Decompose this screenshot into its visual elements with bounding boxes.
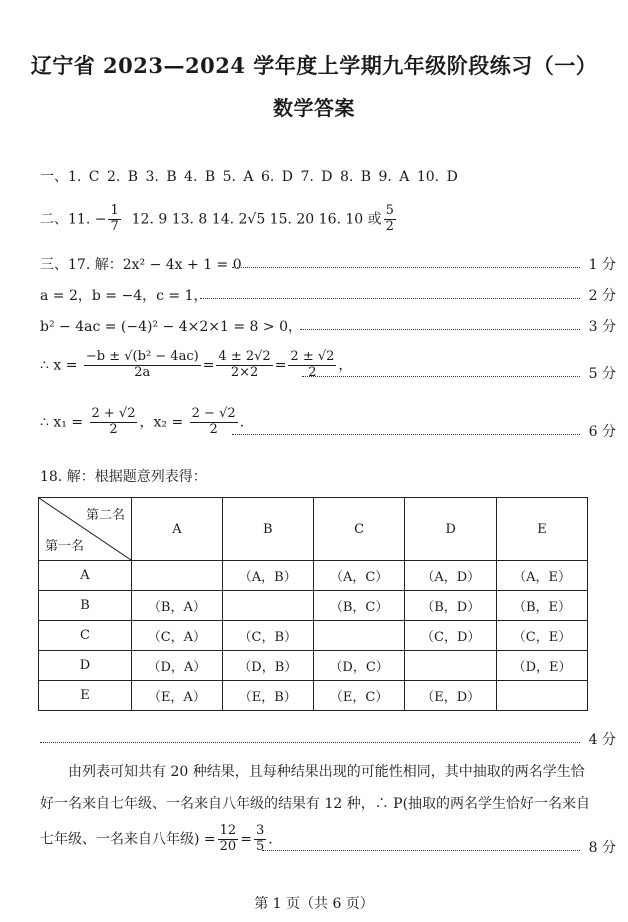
table-cell: （B，D）: [405, 591, 497, 621]
table-cell: [132, 561, 223, 591]
header-second-place: 第二名: [85, 508, 125, 523]
q17-line5: ∴ x₁ = $\frac{2 + √2}{2}$ ，x₂ = $\frac{2 - √2}{2}$ .: [40, 406, 245, 437]
points-label: 2 分: [588, 288, 616, 304]
table-row: [39, 591, 588, 621]
table-cell: （D，C）: [313, 651, 405, 681]
leader-dots: [300, 329, 580, 330]
document-title: 辽宁省 2023—2024 学年度上学期九年级阶段练习（一）: [30, 53, 598, 78]
table-row: [39, 651, 588, 681]
row-header: E: [39, 681, 132, 711]
table-cell: （B，C）: [313, 591, 405, 621]
column-header: C: [313, 498, 405, 561]
table-cell: [497, 681, 588, 711]
fraction-numerator: −b ± √(b² − 4ac): [85, 349, 199, 364]
document-subtitle: 数学答案: [273, 96, 355, 120]
table-cell: （E，A）: [132, 681, 223, 711]
table-cell: （A，E）: [497, 561, 588, 591]
fraction-denominator: 2: [308, 364, 317, 380]
q17-x-prefix: ∴ x =: [40, 357, 78, 374]
points-label: 5 分: [588, 366, 616, 382]
q17-x2-prefix: ，x₂ =: [139, 414, 184, 431]
q17-line1: 三、17. 解：2x² − 4x + 1 = 0: [40, 257, 242, 273]
q18-paragraph-line2: 好一名来自七年级、一名来自八年级的结果有 12 种，∴ P(抽取的两名学生恰好一名来自: [40, 796, 591, 812]
q11-numerator: 1: [110, 203, 119, 218]
fraction-denominator: 2a: [134, 364, 151, 380]
header-first-place: 第一名: [45, 539, 85, 554]
q11-denominator: 7: [110, 218, 119, 234]
fraction-numerator: 3: [255, 823, 265, 838]
table-cell: （E，D）: [405, 681, 497, 711]
table-cell: （A，D）: [405, 561, 497, 591]
x1-fraction: [90, 407, 138, 438]
column-header: D: [405, 498, 497, 561]
points-label: 4 分: [588, 732, 616, 748]
leader-dots: [302, 376, 580, 377]
points-label: 6 分: [588, 424, 616, 440]
fraction-numerator: 12: [219, 823, 237, 838]
probability-fraction-unsimplified: [218, 824, 239, 855]
column-header: E: [497, 498, 588, 561]
leader-dots: [262, 850, 580, 851]
table-header-row: [39, 498, 588, 561]
fraction-denominator: 20: [219, 838, 237, 854]
leader-dots: [200, 298, 580, 299]
fraction-numerator: 2 ± √2: [290, 349, 335, 364]
table-cell: （B，E）: [497, 591, 588, 621]
table-cell: （D，A）: [132, 651, 223, 681]
section2-prefix: 二、11.: [40, 211, 91, 228]
q18-paragraph-line1: 由列表可知共有 20 种结果，且每种结果出现的可能性相同，其中抽取的两名学生恰: [68, 764, 585, 780]
table-cell: （A，B）: [222, 561, 313, 591]
fraction-denominator: 2×2: [230, 364, 259, 380]
q17-x1-prefix: ∴ x₁ =: [40, 414, 84, 431]
quadratic-formula-fraction: [84, 350, 201, 381]
row-header: A: [39, 561, 132, 591]
table-cell: （D，E）: [497, 651, 588, 681]
fraction-numerator: 4 ± 2√2: [218, 349, 271, 364]
table-cell: （D，B）: [222, 651, 313, 681]
q17-line4: ∴ x = $\frac{\text{−b ± √(b² − 4ac)}}{2a}$ = $\frac{4 \pm 2√2}{2\times 2}$ = $\frac{2 \pm √2}{2}$ ，: [40, 349, 353, 380]
section2-answers: [40, 204, 398, 235]
row-header: B: [39, 591, 132, 621]
fraction-denominator: 2: [109, 421, 118, 437]
table-cell: （C，B）: [222, 621, 313, 651]
table-row: [39, 621, 588, 651]
table-cell: [313, 621, 405, 651]
leader-dots: [40, 742, 580, 743]
substituted-fraction: [216, 350, 272, 381]
x2-fraction: [190, 407, 238, 438]
table-cell: （C，A）: [132, 621, 223, 651]
table-cell: [222, 591, 313, 621]
section2-rest: 12. 9 13. 8 14. 2√5 15. 20 16. 10 或: [131, 211, 382, 228]
fraction-numerator: 2 − √2: [191, 406, 236, 421]
table-cell: [405, 651, 497, 681]
leader-dots: [232, 267, 580, 268]
table-cell: （C，D）: [405, 621, 497, 651]
outcome-table: [38, 497, 588, 711]
column-header: B: [222, 498, 313, 561]
row-header: C: [39, 621, 132, 651]
leader-dots: [232, 434, 580, 435]
page-footer: 第 1 页（共 6 页）: [254, 896, 374, 912]
column-header: A: [132, 498, 223, 561]
q17-line2: a = 2，b = −4，c = 1，: [40, 288, 208, 304]
fraction-denominator: 5: [255, 838, 265, 854]
row-header: D: [39, 651, 132, 681]
q16-numerator: 5: [385, 203, 394, 218]
table-row: [39, 561, 588, 591]
sentence-period: .: [268, 831, 273, 848]
table-row: [39, 681, 588, 711]
points-label: 3 分: [588, 319, 616, 335]
table-cell: （C，E）: [497, 621, 588, 651]
table-cell: （B，A）: [132, 591, 223, 621]
q17-line3: b² − 4ac = (−4)² − 4×2×1 = 8 > 0，: [40, 319, 302, 335]
q16-fraction: [384, 204, 396, 235]
q11-sign: −: [94, 211, 107, 228]
table-cell: （A，C）: [313, 561, 405, 591]
q11-fraction: [108, 204, 120, 235]
q18-intro: 18. 解：根据题意列表得：: [40, 469, 207, 485]
fraction-numerator: 2 + √2: [91, 406, 136, 421]
section1-answers: 一、1. C 2. B 3. B 4. B 5. A 6. D 7. D 8. B 9. A 10. D: [40, 169, 458, 185]
table-cell: （E，C）: [313, 681, 405, 711]
q16-denominator: 2: [385, 218, 394, 234]
points-label: 1 分: [588, 257, 616, 273]
fraction-denominator: 2: [209, 421, 218, 437]
table-cell: （E，B）: [222, 681, 313, 711]
diagonal-header-cell: [39, 498, 132, 561]
points-label: 8 分: [588, 840, 616, 856]
q18-paragraph-line3: 七年级、一名来自八年级) = $\frac{12}{20}$ = $\frac{3}{5}$ .: [40, 823, 273, 854]
probability-prefix: 七年级、一名来自八年级) =: [40, 831, 216, 848]
